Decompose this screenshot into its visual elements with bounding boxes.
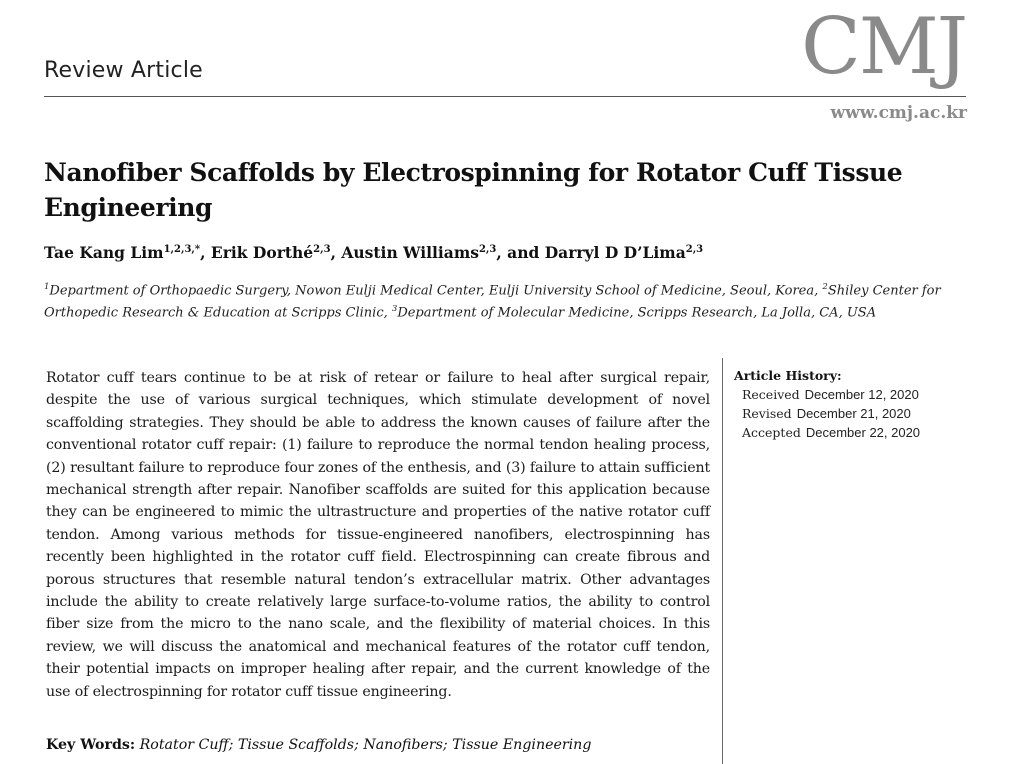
author-name: Darryl D D’Lima [544, 243, 686, 262]
affil-sup: 1 [44, 282, 50, 292]
author-affil-sup: 2,3 [685, 243, 704, 255]
author-affil-sup: 1,2,3,* [163, 243, 201, 255]
history-date: December 21, 2020 [796, 406, 911, 421]
author-separator: , [330, 243, 342, 262]
affiliations [44, 278, 974, 323]
keywords-label: Key Words: [46, 737, 136, 753]
history-label: Accepted [742, 425, 801, 440]
author-affil-sup: 2,3 [313, 243, 331, 255]
history-row-accepted [742, 423, 994, 442]
author-affil-sup: 2,3 [478, 243, 497, 255]
history-title: Article History: [734, 368, 842, 383]
header-rule [44, 96, 966, 97]
author-name: Erik Dorthé [210, 243, 314, 262]
history-label: Revised [742, 406, 792, 421]
author-separator: , [200, 243, 211, 262]
affil-sup: 2 [822, 282, 828, 292]
affil-text: Department of Orthopaedic Surgery, Nowon Eulji Medical Center, Eulji University School of Medicine, Seoul, Korea, [49, 283, 823, 299]
affil-sup: 3 [391, 304, 398, 315]
author-name: Austin Williams [341, 243, 479, 262]
author-list [44, 243, 974, 262]
history-row-revised [742, 404, 994, 423]
section-label: Review Article [44, 58, 203, 83]
author-separator: , and [496, 243, 545, 262]
journal-logo: CMJ [801, 2, 966, 92]
article-title: Nanofiber Scaffolds by Electrospinning for Rotator Cuff Tissue Engineering [44, 158, 903, 222]
keywords [46, 737, 710, 753]
affil-text: Department of Molecular Medicine, Scripps Research, La Jolla, CA, USA [397, 305, 877, 321]
affil-text: Shiley Center for Orthopedic Research & Education at Scripps Clinic, [44, 283, 941, 321]
journal-url[interactable]: www.cmj.ac.kr [830, 103, 967, 123]
abstract-text: Rotator cuff tears continue to be at risk of retear or failure to heal after surgical repair, despite the use of various surgical techniques, which stimulate development of novel scaffolding strategies. They should be able to address the known causes of failure after the conventional rotator cuff repair: (1) failure to reproduce the normal tendon healing process, (2) resultant failure to reproduce four zones of the enthesis, and (3) failure to attain sufficient mechanical strength after repair. Nanofiber scaffolds are suited for this application because they can be engineered to mimic the ultrastructure and properties of the native rotator cuff tendon. Among various methods for tissue-engineered nanofibers, electrospinning has recently been highlighted in the rotator cuff field. Electrospinning can create fibrous and porous structures that resemble natural tendon’s extracellular matrix. Other advantages include the ability to create relatively large surface-to-volume ratios, the ability to control fiber size from the micro to the nano scale, and the flexibility of material choices. In this review, we will discuss the anatomical and mechanical features of the rotator cuff tendon, their potential impacts on improper healing after repair, and the current knowledge of the use of electrospinning for rotator cuff tissue engineering. [46, 370, 710, 700]
history-date: December 22, 2020 [805, 425, 921, 440]
column-divider [722, 358, 723, 764]
history-row-received [742, 385, 994, 404]
author-name: Tae Kang Lim [44, 243, 164, 262]
history-label: Received [742, 387, 800, 402]
article-history [734, 368, 994, 442]
history-date: December 12, 2020 [804, 387, 919, 402]
keywords-list: Rotator Cuff; Tissue Scaffolds; Nanofibers; Tissue Engineering [139, 737, 592, 753]
